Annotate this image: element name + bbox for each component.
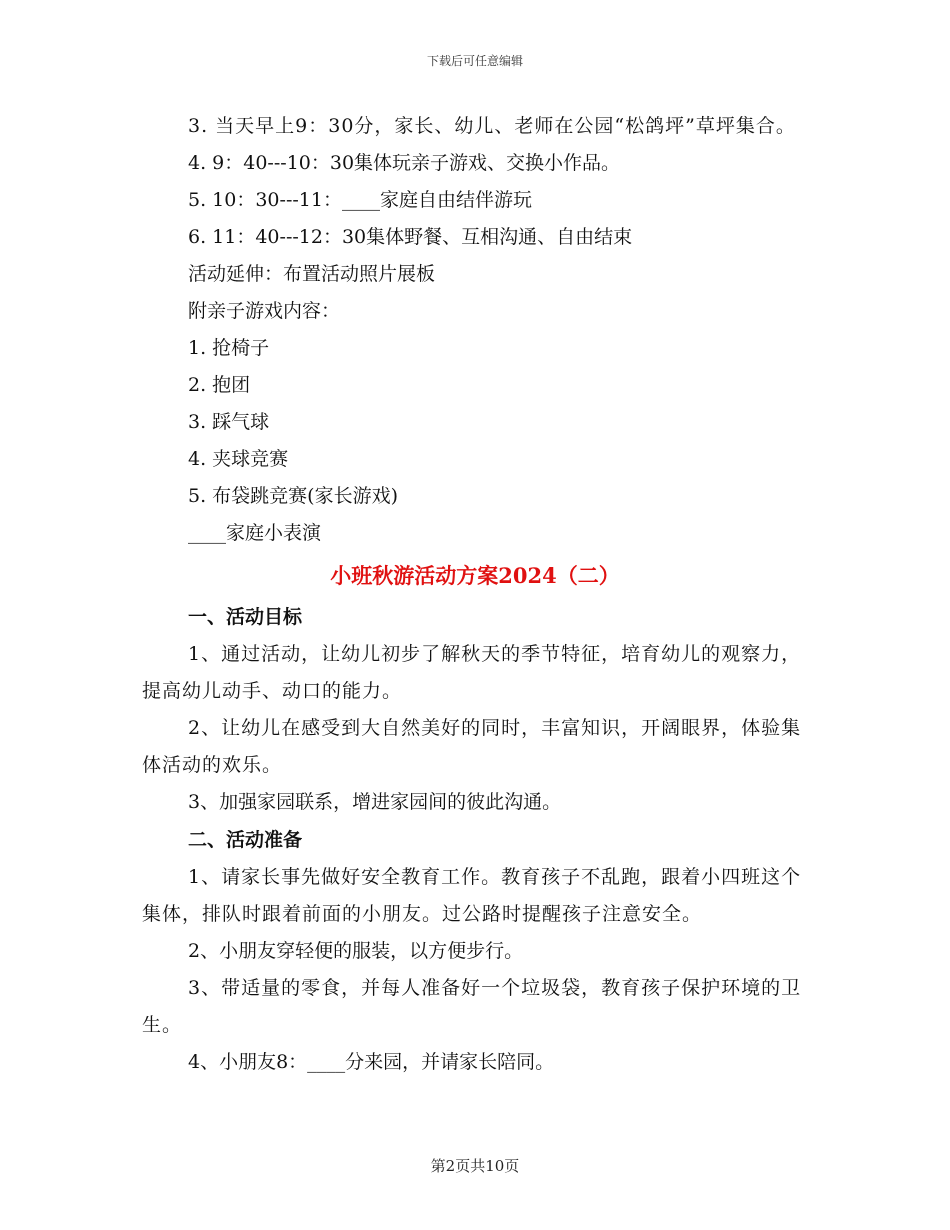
game-list-heading: 附亲子游戏内容：: [188, 300, 341, 322]
activity-extension: 活动延伸：布置活动照片展板: [188, 263, 436, 285]
schedule-line-6: 6. 11：40---12：30集体野餐、互相沟通、自由结束: [188, 226, 633, 248]
game-item-5: 5. 布袋跳竞赛(家长游戏): [188, 485, 398, 507]
game-item-1: 1. 抢椅子: [188, 337, 270, 359]
section1-heading: 一、活动目标: [188, 606, 303, 628]
goal-item-3: 3、加强家园联系，增进家园间的彼此沟通。: [188, 791, 562, 813]
document-body: [142, 108, 808, 1081]
section-title: 小班秋游活动方案2024（二）: [330, 563, 620, 588]
prep-item-4: 4、小朋友8：____分来园，并请家长陪同。: [188, 1051, 555, 1073]
page-header: 下载后可任意编辑: [426, 54, 523, 68]
game-item-3: 3. 踩气球: [188, 411, 270, 433]
section2-heading: 二、活动准备: [188, 829, 303, 851]
schedule-line-5: 5. 10：30---11：____家庭自由结伴游玩: [188, 189, 532, 211]
game-item-4: 4. 夹球竞赛: [188, 448, 289, 470]
schedule-line-3: 3. 当天早上9：30分，家长、幼儿、老师在公园“松鸽坪”草坪集合。: [188, 115, 796, 137]
prep-item-2: 2、小朋友穿轻便的服装，以方便步行。: [188, 940, 524, 962]
page-footer: 第2页共10页: [430, 1157, 520, 1175]
goal-item-2: 2、让幼儿在感受到大自然美好的同时，丰富知识，开阔眼界，体验集体活动的欢乐。: [142, 717, 802, 776]
prep-item-1: 1、请家长事先做好安全教育工作。教育孩子不乱跑，跟着小四班这个集体，排队时跟着前面的小朋友。过公路时提醒孩子注意安全。: [142, 866, 802, 925]
goal-item-1: 1、通过活动，让幼儿初步了解秋天的季节特征，培育幼儿的观察力，提高幼儿动手、动口的能力。: [142, 643, 802, 702]
game-item-2: 2. 抱团: [188, 374, 251, 396]
schedule-line-4: 4. 9：40---10：30集体玩亲子游戏、交换小作品。: [188, 152, 621, 174]
prep-item-3: 3、带适量的零食，并每人准备好一个垃圾袋，教育孩子保护环境的卫生。: [142, 977, 802, 1036]
family-performance: ____家庭小表演: [188, 522, 322, 544]
